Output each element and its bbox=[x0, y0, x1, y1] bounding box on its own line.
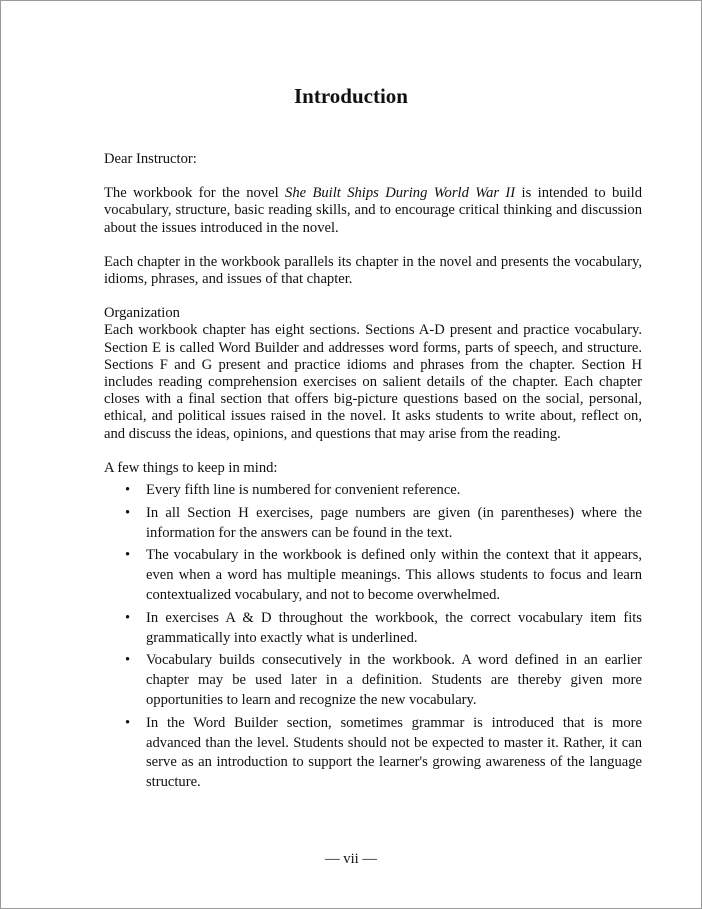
organization-heading: Organization bbox=[104, 305, 180, 322]
keep-in-mind-lead: A few things to keep in mind: bbox=[104, 459, 278, 476]
bullet-icon: • bbox=[125, 547, 131, 564]
list-item-text: The vocabulary in the workbook is defined only within the context that it appears, even when a word has multiple meanings. This allows students to focus and learn contextualized vocabulary, and not to become overwhelmed. bbox=[146, 547, 642, 604]
intro-paragraph bbox=[104, 185, 642, 237]
salutation: Dear Instructor: bbox=[104, 151, 197, 167]
list-item bbox=[104, 609, 642, 649]
list-item bbox=[104, 714, 642, 793]
intro-text-before: The workbook for the novel bbox=[104, 185, 286, 202]
organization-paragraph: Each workbook chapter has eight sections. Sections A-D present and practice vocabulary. Section E is called Word Builder and addresses word forms, parts of speech, and structure. Sections F and G present and practice idioms and phrases from the chapter. Section H includes reading comprehension exercises on salient details of the chapter. Each chapter closes with a final section that offers big-picture questions based on the social, personal, ethical, and political issues raised in the novel. It asks students to write about, reflect on, and discuss the ideas, opinions, and questions that may arise from the reading. bbox=[104, 322, 642, 442]
bullet-icon: • bbox=[125, 482, 131, 499]
list-item-text: Every fifth line is numbered for convenient reference. bbox=[146, 482, 461, 499]
chapter-paragraph: Each chapter in the workbook parallels its chapter in the novel and presents the vocabulary, idioms, phrases, and issues of that chapter. bbox=[104, 253, 642, 288]
list-item bbox=[104, 651, 642, 710]
page-title: Introduction bbox=[294, 84, 408, 108]
page-body bbox=[104, 151, 642, 796]
keep-in-mind-list bbox=[104, 481, 642, 793]
list-item-text: In exercises A & D throughout the workbook, the correct vocabulary item fits grammatically into exactly what is underlined. bbox=[146, 609, 642, 646]
list-item-text: In the Word Builder section, sometimes grammar is introduced that is more advanced than the level. Students should not be expected to master it. Rather, it can serve as an introduction to support the learner's growing awareness of the language structure. bbox=[146, 714, 642, 791]
list-item-text: In all Section H exercises, page numbers are given (in parentheses) where the information for the answers can be found in the text. bbox=[146, 504, 642, 541]
bullet-icon: • bbox=[125, 652, 131, 669]
bullet-icon: • bbox=[125, 504, 131, 521]
novel-title: She Built Ships During World War II bbox=[285, 185, 516, 202]
list-item bbox=[104, 481, 642, 501]
bullet-icon: • bbox=[125, 609, 131, 626]
list-item bbox=[104, 504, 642, 544]
list-item-text: Vocabulary builds consecutively in the workbook. A word defined in an earlier chapter may be used later in a definition. Students are thereby given more opportunities to learn and recognize the new vocabulary. bbox=[146, 652, 642, 709]
intro-text-after: is intended to build vocabulary, structure, basic reading skills, and to encourage critical thinking and discussion about the issues introduced in the novel. bbox=[104, 185, 642, 236]
page-number: — vii — bbox=[325, 851, 377, 867]
list-item bbox=[104, 546, 642, 605]
bullet-icon: • bbox=[125, 714, 131, 731]
